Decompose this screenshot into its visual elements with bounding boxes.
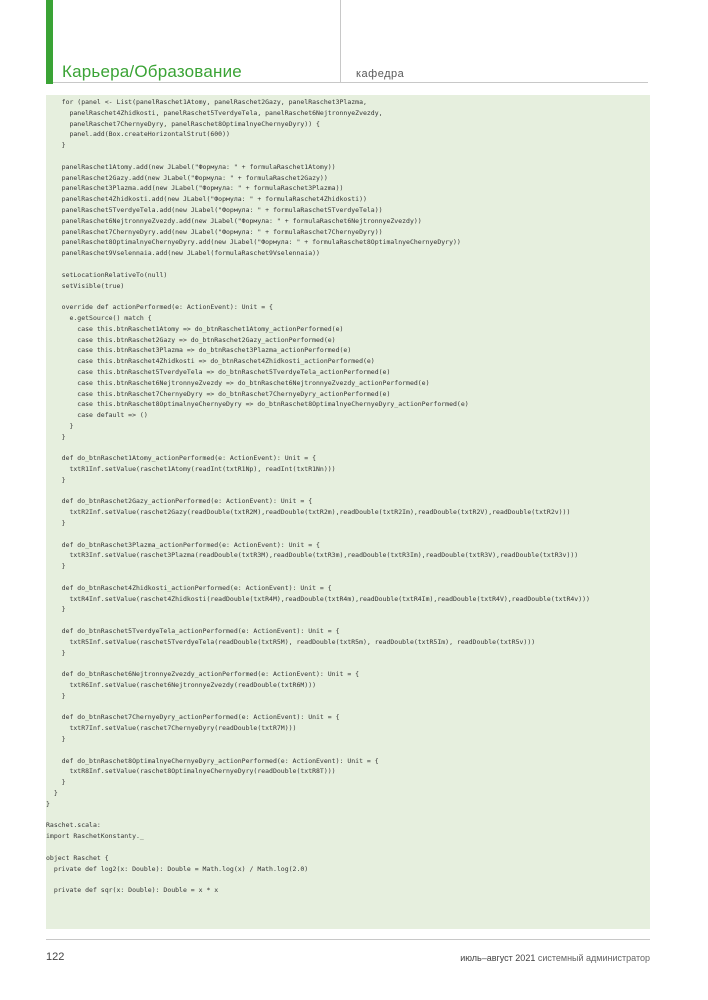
code-line: panelRaschet6NejtronnyeZvezdy.add(new JLabel("Формула: " + formulaRaschet6NejtronnyeZvezdy)) [46, 216, 422, 225]
code-line: setVisible(true) [46, 281, 125, 290]
code-line: panelRaschet8OptimalnyeChernyeDyry.add(new JLabel("Формула: " + formulaRaschet8OptimalnyeChernyeDyry)) [46, 238, 461, 247]
code-line: def do_btnRaschet7ChernyeDyry_actionPerformed(e: ActionEvent): Unit = { [46, 713, 340, 722]
code-line: def do_btnRaschet4Zhidkosti_actionPerformed(e: ActionEvent): Unit = { [46, 583, 332, 592]
code-line: } [46, 789, 58, 797]
code-line: def do_btnRaschet3Plazma_actionPerformed(e: ActionEvent): Unit = { [46, 540, 320, 549]
code-line: case this.btnRaschet6NejtronnyeZvezdy => do_btnRaschet6NejtronnyeZvezdy_actionPerformed(e) [46, 378, 430, 387]
code-line: object Raschet { [46, 853, 109, 862]
code-line: txtR5Inf.setValue(raschet5TverdyeTela(readDouble(txtR5M), readDouble(txtR5m), readDouble(txtR5Im), readDouble(txtR5v))) [46, 637, 536, 646]
code-line: setLocationRelativeTo(null) [46, 270, 168, 279]
code-line: def do_btnRaschet1Atomy_actionPerformed(e: ActionEvent): Unit = { [46, 454, 317, 463]
code-line: } [46, 562, 66, 571]
header-divider-vertical [340, 0, 341, 82]
code-line: } [46, 735, 66, 744]
code-line: txtR3Inf.setValue(raschet3Plazma(readDouble(txtR3M),readDouble(txtR3m),readDouble(txtR3Im),readDouble(txtR3V),readDouble(txtR3v))) [46, 551, 579, 560]
code-text [46, 97, 590, 896]
code-line: case this.btnRaschet5TverdyeTela => do_btnRaschet5TverdyeTela_actionPerformed(e) [46, 367, 391, 376]
code-listing [46, 95, 650, 929]
page-number: 122 [46, 951, 65, 963]
footer-issue: июль–август 2021 [460, 953, 536, 963]
code-line: } [46, 432, 66, 441]
code-line: } [46, 648, 66, 657]
code-line: } [46, 691, 66, 700]
code-line: Raschet.scala: [46, 821, 101, 830]
code-line: def do_btnRaschet2Gazy_actionPerformed(e: ActionEvent): Unit = { [46, 497, 313, 506]
code-line: case this.btnRaschet7ChernyeDyry => do_btnRaschet7ChernyeDyry_actionPerformed(e) [46, 389, 391, 398]
header-divider [53, 82, 648, 83]
footer-divider [46, 939, 650, 940]
code-line: private def sqr(x: Double): Double = x * x [46, 886, 219, 895]
code-line: panelRaschet4Zhidkosti, panelRaschet5TverdyeTela, panelRaschet6NejtronnyeZvezdy, [46, 108, 383, 117]
code-line: case this.btnRaschet3Plazma => do_btnRaschet3Plazma_actionPerformed(e) [46, 346, 352, 355]
code-line: txtR7Inf.setValue(raschet7ChernyeDyry(readDouble(txtR7M))) [46, 724, 297, 733]
code-line: panelRaschet9Vselennaia.add(new JLabel(formulaRaschet9Vselennaia)) [46, 249, 320, 258]
code-line: case this.btnRaschet1Atomy => do_btnRaschet1Atomy_actionPerformed(e) [46, 324, 344, 333]
footer-magazine: системный администратор [537, 953, 650, 963]
code-line: panelRaschet1Atomy.add(new JLabel("Формула: " + formulaRaschet1Atomy)) [46, 162, 336, 171]
code-line: panelRaschet7ChernyeDyry.add(new JLabel("Формула: " + formulaRaschet7ChernyeDyry)) [46, 227, 383, 236]
code-line: import RaschetKonstanty._ [46, 832, 144, 841]
code-line: def do_btnRaschet6NejtronnyeZvezdy_actionPerformed(e: ActionEvent): Unit = { [46, 670, 360, 679]
code-line: txtR4Inf.setValue(raschet4Zhidkosti(readDouble(txtR4M),readDouble(txtR4m),readDouble(txtR4Im),readDouble(txtR4V),readDouble(txtR4v))) [46, 594, 590, 603]
code-line: def do_btnRaschet5TverdyeTela_actionPerformed(e: ActionEvent): Unit = { [46, 627, 340, 636]
code-line: panelRaschet2Gazy.add(new JLabel("Формула: " + formulaRaschet2Gazy)) [46, 173, 328, 182]
code-line: panelRaschet3Plazma.add(new JLabel("Формула: " + formulaRaschet3Plazma)) [46, 184, 344, 193]
code-line: } [46, 421, 74, 430]
code-line: txtR1Inf.setValue(raschet1Atomy(readInt(txtR1Np), readInt(txtR1Nn))) [46, 465, 336, 474]
code-line: panelRaschet7ChernyeDyry, panelRaschet8OptimalnyeChernyeDyry)) { [46, 119, 320, 128]
code-line: txtR8Inf.setValue(raschet8OptimalnyeChernyeDyry(readDouble(txtR8T))) [46, 767, 336, 776]
code-line: } [46, 141, 66, 150]
code-line: } [46, 605, 66, 614]
code-line: } [46, 519, 66, 528]
code-line: case this.btnRaschet2Gazy => do_btnRaschet2Gazy_actionPerformed(e) [46, 335, 336, 344]
code-line: private def log2(x: Double): Double = Math.log(x) / Math.log(2.0) [46, 864, 309, 873]
code-line: override def actionPerformed(e: ActionEvent): Unit = { [46, 303, 273, 312]
section-title: Карьера/Образование [62, 62, 242, 81]
code-line: case this.btnRaschet4Zhidkosti => do_btnRaschet4Zhidkosti_actionPerformed(e) [46, 357, 375, 366]
code-line: panelRaschet4Zhidkosti.add(new JLabel("Формула: " + formulaRaschet4Zhidkosti)) [46, 195, 367, 204]
code-line: for (panel <- List(panelRaschet1Atomy, panelRaschet2Gazy, panelRaschet3Plazma, [46, 98, 367, 106]
code-line: case default => () [46, 411, 148, 420]
code-line: txtR2Inf.setValue(raschet2Gazy(readDouble(txtR2M),readDouble(txtR2m),readDouble(txtR2Im),readDouble(txtR2V),readDouble(txtR2v))) [46, 508, 571, 517]
code-line: e.getSource() match { [46, 313, 152, 322]
footer-issue-info [460, 953, 650, 963]
code-line: def do_btnRaschet8OptimalnyeChernyeDyry_actionPerformed(e: ActionEvent): Unit = { [46, 756, 379, 765]
section-subtitle: кафедра [356, 68, 405, 80]
code-line: txtR6Inf.setValue(raschet6NejtronnyeZvezdy(readDouble(txtR6M))) [46, 681, 317, 690]
code-line: panelRaschet5TverdyeTela.add(new JLabel("Формула: " + formulaRaschet5TverdyeTela)) [46, 205, 383, 214]
code-line: panel.add(Box.createHorizontalStrut(600)) [46, 130, 230, 139]
code-line: case this.btnRaschet8OptimalnyeChernyeDyry => do_btnRaschet8OptimalnyeChernyeDyry_actionPerformed(e) [46, 400, 469, 409]
code-line: } [46, 475, 66, 484]
code-line: } [46, 778, 66, 787]
code-line: } [46, 799, 50, 808]
section-accent-bar [46, 0, 53, 84]
